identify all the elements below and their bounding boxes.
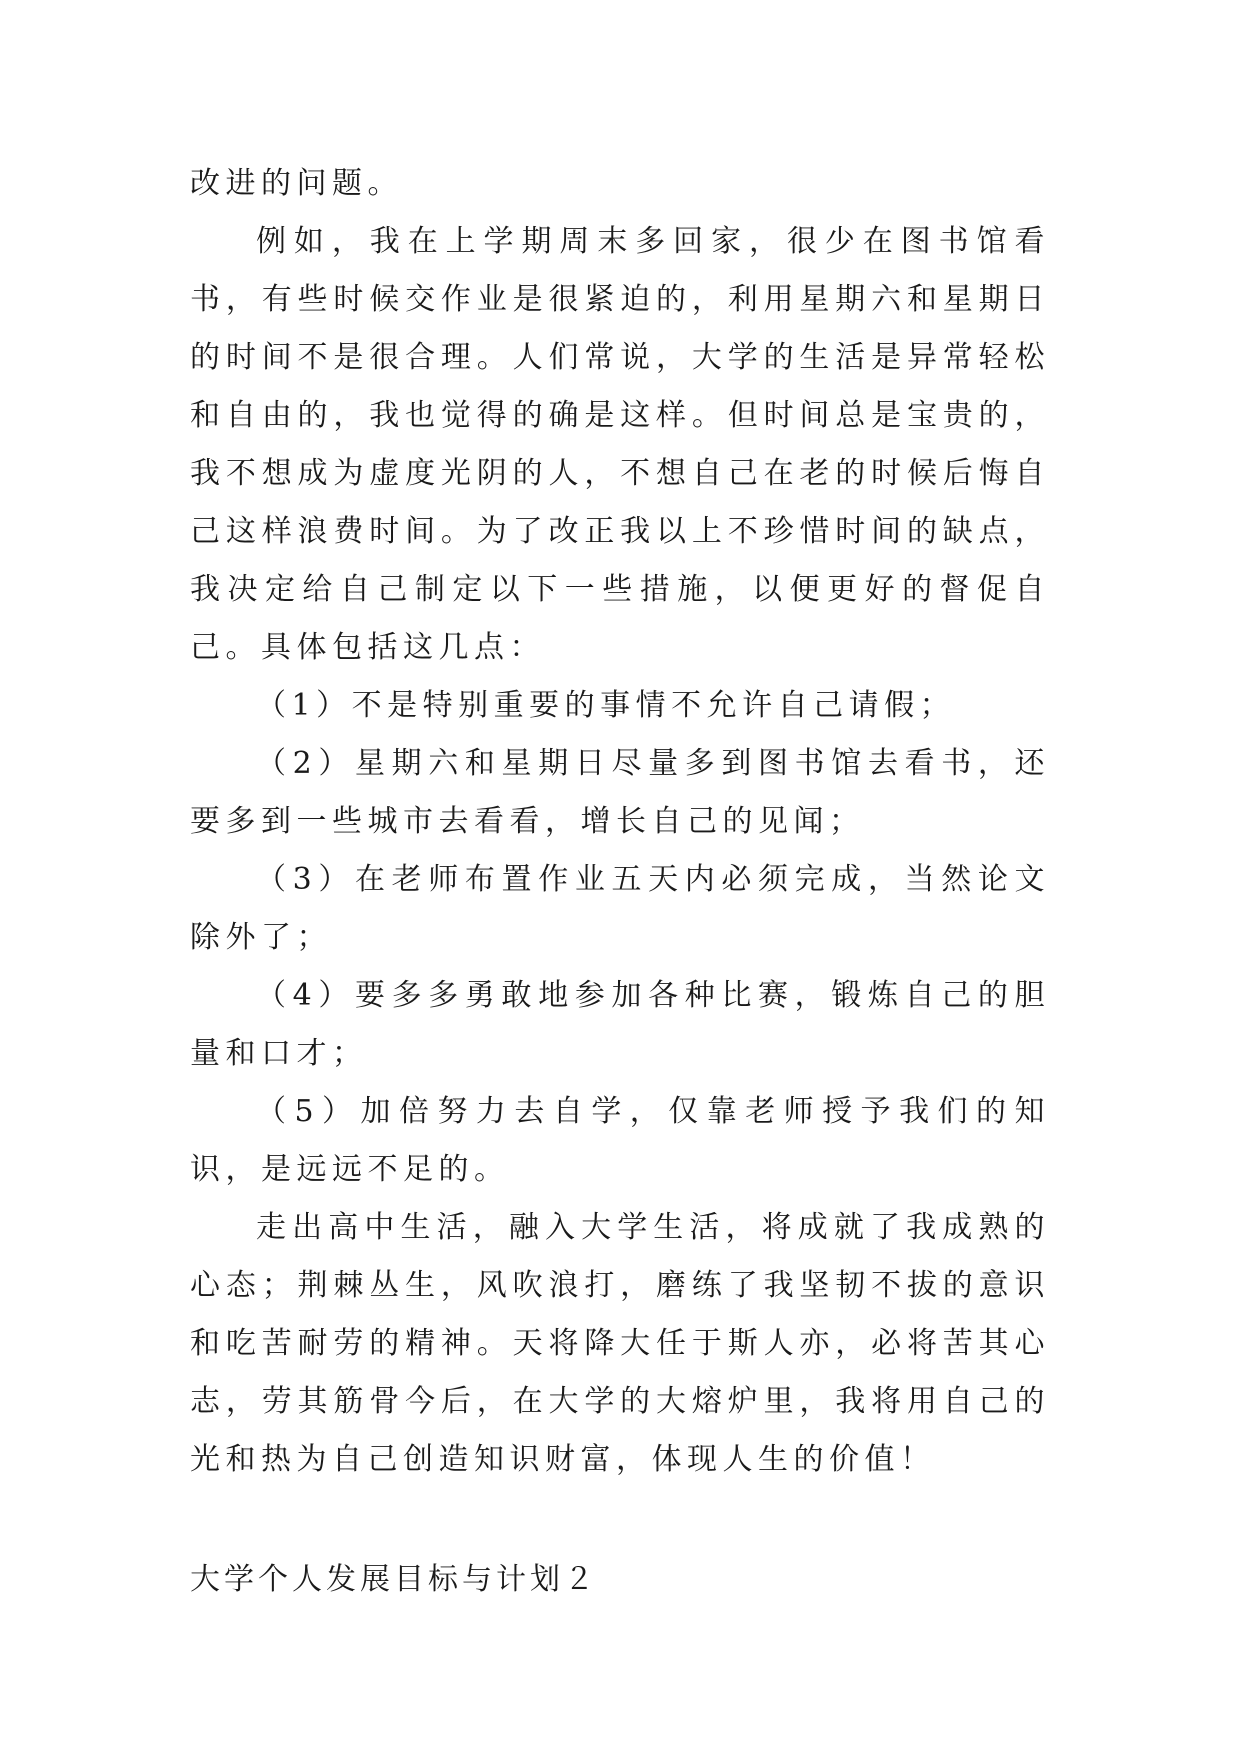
list-item-2: （2）星期六和星期日尽量多到图书馆去看书，还要多到一些城市去看看，增长自己的见闻；: [190, 746, 1050, 839]
section-heading: 大学个人发展目标与计划２: [190, 1562, 598, 1597]
list-item-1: （1）不是特别重要的事情不允许自己请假；: [256, 688, 956, 723]
paragraph-example: 例如，我在上学期周末多回家，很少在图书馆看书，有些时候交作业是很紧迫的，利用星期六和星期日的时间不是很合理。人们常说，大学的生活是异常轻松和自由的，我也觉得的确是这样。但时间总是宝贵的，我不想成为虚度光阴的人，不想自己在老的时候后悔自己这样浪费时间。为了改正我以上不珍惜时间的缺点，我决定给自己制定以下一些措施，以便更好的督促自己。具体包括这几点：: [190, 224, 1050, 665]
paragraph-conclusion: 走出高中生活，融入大学生活，将成就了我成熟的心态；荆棘丛生，风吹浪打，磨练了我坚韧不拔的意识和吃苦耐劳的精神。天将降大任于斯人亦，必将苦其心志，劳其筋骨今后，在大学的大熔炉里，我将用自己的光和热为自己创造知识财富，体现人生的价值！: [190, 1210, 1050, 1477]
list-item-4: （4）要多多勇敢地参加各种比赛，锻炼自己的胆量和口才；: [190, 978, 1050, 1071]
paragraph-continuation: 改进的问题。: [190, 166, 403, 201]
list-item-5: （5）加倍努力去自学，仅靠老师授予我们的知识，是远远不足的。: [190, 1094, 1050, 1187]
document-body: [190, 155, 1050, 1609]
list-item-3: （3）在老师布置作业五天内必须完成，当然论文除外了；: [190, 862, 1050, 955]
